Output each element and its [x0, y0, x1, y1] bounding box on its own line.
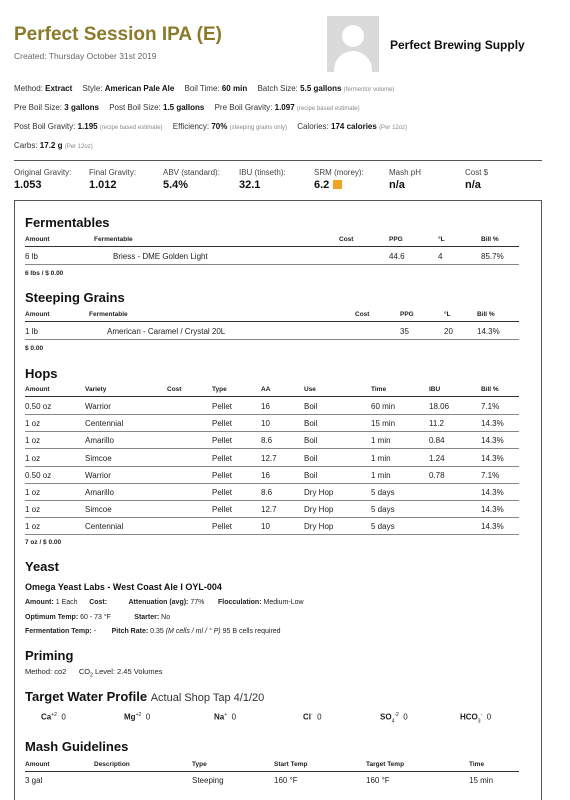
water-so4: $SO_4^{-2}$ 0	[380, 712, 408, 725]
divider	[25, 321, 519, 322]
batch-size-value: 5.5 gallons	[300, 84, 342, 93]
pre-boil-size-value: 3 gallons	[64, 103, 99, 112]
divider	[25, 448, 519, 449]
srm-color-swatch	[333, 180, 342, 189]
meta-line-2: Pre Boil Size: 3 gallons Post Boil Size: 1.5 gallons Pre Boil Gravity: 1.097 (recipe based estimate)	[14, 103, 360, 112]
meta-line-3: Post Boil Gravity: 1.195 (recipe based estimate) Efficiency: 70% (steeping grains only) Calories: 174 calories (Per 12oz)	[14, 122, 408, 131]
water-cl: Cl- 0	[303, 712, 322, 722]
post-boil-size-value: 1.5 gallons	[163, 103, 205, 112]
divider	[25, 534, 519, 535]
priming-details: Method: co2 $CO_2$ Level: 2.45 Volumes	[25, 667, 163, 679]
stat-ibu: IBU (tinseth): 32.1	[239, 168, 286, 191]
hops-total: 7 oz / $ 0.00	[25, 539, 62, 546]
stat-og: Original Gravity: 1.053	[14, 168, 72, 191]
divider	[25, 264, 519, 265]
priming-title: Priming	[25, 648, 74, 663]
divider	[25, 483, 519, 484]
avatar	[327, 16, 379, 72]
pre-boil-gravity-value: 1.097	[274, 103, 295, 112]
divider	[25, 339, 519, 340]
calories-value: 174 calories	[331, 122, 377, 131]
fermentables-total: 6 lbs / $ 0.00	[25, 270, 64, 277]
water-na: Na+ 0	[214, 712, 237, 722]
boil-time-value: 60 min	[221, 84, 248, 93]
hops-title: Hops	[25, 366, 58, 381]
steeping-total: $ 0.00	[25, 345, 44, 352]
water-ca: $Ca^{+2}$ 0	[41, 712, 66, 722]
water-title: Target Water Profile Actual Shop Tap 4/1/20	[25, 689, 265, 704]
divider	[25, 431, 519, 432]
stat-mash-ph: Mash pH n/a	[389, 168, 422, 191]
water-mg: $Mg^{+2}$ 0	[124, 712, 151, 722]
efficiency-value: 70%	[211, 122, 228, 131]
created-date: Created: Thursday October 31st 2019	[14, 51, 157, 61]
yeast-title: Yeast	[25, 559, 59, 574]
yeast-details-1: Amount: 1 Each Cost: Attenuation (avg): 77% Flocculation: Medium-Low	[25, 599, 304, 606]
avatar-body-icon	[334, 51, 372, 72]
stat-abv: ABV (standard): 5.4%	[163, 168, 220, 191]
yeast-details-2: Optimum Temp: 60 - 73 °F Starter: No	[25, 614, 171, 621]
divider	[25, 246, 519, 247]
method-value: Extract	[45, 84, 73, 93]
yeast-details-3: Fermentation Temp: - Pitch Rate: 0.35 (M cells / ml / ° P) 95 B cells required	[25, 628, 281, 635]
fermentables-title: Fermentables	[25, 215, 110, 230]
divider	[25, 396, 519, 397]
divider	[25, 500, 519, 501]
yeast-name: Omega Yeast Labs - West Coast Ale I OYL-004	[25, 582, 222, 592]
meta-line-4: Carbs: 17.2 g (Per 12oz)	[14, 141, 93, 150]
stat-fg: Final Gravity: 1.012	[89, 168, 137, 191]
style-value: American Pale Ale	[104, 84, 175, 93]
recipe-title: Perfect Session IPA (E)	[14, 24, 223, 45]
divider	[25, 517, 519, 518]
divider	[25, 466, 519, 467]
carbs-value: 17.2 g	[39, 141, 63, 150]
mash-title: Mash Guidelines	[25, 739, 129, 754]
avatar-head-icon	[342, 25, 364, 47]
water-hco3: $HCO_3^-$ 0	[460, 712, 492, 725]
meta-line-1: Method: Extract Style: American Pale Ale Boil Time: 60 min Batch Size: 5.5 gallons (fermentor volume)	[14, 84, 395, 93]
brand-name: Perfect Brewing Supply	[390, 38, 525, 52]
recipe-panel: Fermentables Amount Fermentable Cost PPG °L Bill % 6 lb Briess - DME Golden Light 44.6 4 85.7% 6 lbs / $ 0.00 Steeping Grains Amount Fermentable Cost PPG °L Bill % 1 lb American - Caramel / Crystal 20L 35 20 14.3% $ 0.00 Hops Amount Variety Cost Type AA Use Time IBU Bill % 0.50 oz Warrior Pellet 16 Boil 60 min 18.06 7.1% 1 oz Centennial Pellet 10 Boil 15 min 11.2 14.3% 1 oz Amarillo Pellet 8.6 Boil 1 min 0.84 14.3% 1 oz Simcoe Pellet 12.7 Boil 1 min 1.24 14.3% 0.50 oz Warrior Pellet 16 Boil 1 min 0.78 7.1% 1 oz Amarillo Pellet 8.6 Dry Hop 5 days 14.3% 1 oz Simcoe Pellet 12.7 Dry Hop 5 days 14.3% 1 oz Centennial Pellet 10 Dry Hop 5 days 14.3% 7 oz / $ 0.00 Yeast Omega Yeast Labs - West Coast Ale I OYL-004 Amount: 1 Each Cost: Attenuation (avg): 77% Flocculation: Medium-Low Optimum Temp: 60 - 73 °F Starter: No Fermentation Temp: - Pitch Rate: 0.35 (M cells / ml / ° P) 95 B cells required Priming Method: co2 $CO_2$ Level: 2.45 Volumes Target Water Profile Actual Shop Tap 4/1/20 $Ca^{+2}$ 0 $Mg^{+2}$ 0 Na+ 0 Cl- 0 $SO_4^{-2}$ 0 $HCO_3^-$ 0 Mash Guidelines Amount Description Type Start Temp Target Temp Time 3 gal Steeping 160 °F 160 °F 15 min	[14, 200, 542, 800]
divider	[25, 771, 519, 772]
steeping-title: Steeping Grains	[25, 290, 125, 305]
stat-cost: Cost $ n/a	[465, 168, 489, 191]
divider	[14, 160, 542, 161]
divider	[25, 414, 519, 415]
stat-srm: SRM (morey): 6.2	[314, 168, 364, 191]
post-boil-gravity-value: 1.195	[77, 122, 98, 131]
